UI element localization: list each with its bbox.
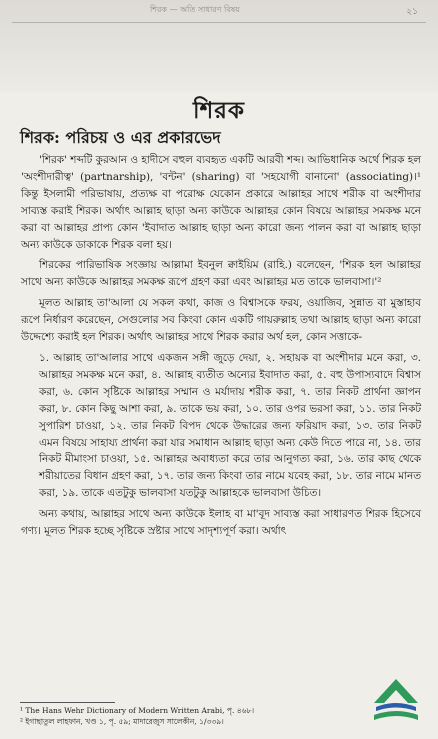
header-rule <box>12 22 426 23</box>
paragraph-definition: 'শিরক' শব্দটি কুরআন ও হাদীসে বহুল ব্যবহৃত একটি আরবী শব্দ। আভিধানিক অর্থে শিরক হল 'অংশীদারীত্ব' (partnarship), 'বন্টন' (sharing) বা 'সহযোগী বানানো' (associating)।¹ কিন্তু ইসলামী পরিভাষায়, প্রত্যক্ষ বা পরোক্ষ যেকোন প্রকারে আল্লাহর সাথে শরীক বা অংশীদার সাব্যস্ত করাই শিরক। অর্থাৎ আল্লাহ ছাড়া অন্য কাউকে আল্লাহর কোন বিষয়ে আল্লাহর সমকক্ষ মনে করা বা আল্লাহর প্রাপ্য কোন 'ইবাদাত আল্লাহ ছাড়া অন্য কারো জন্য পালন করা বা আল্লাহ ছাড়া অন্য কাউকে ডাকাকে শিরক বলা হয়। <box>21 154 421 251</box>
section-heading-rest: পরিচয় ও এর প্রকারভেদ <box>59 128 221 147</box>
previous-page-bleed <box>0 0 438 92</box>
chapter-title: শিরক <box>193 97 245 124</box>
section-heading <box>20 125 221 152</box>
paragraph-summary: অন্য কথায়, আল্লাহর সাথে অন্য কাউকে ইলাহ বা মা'বূদ সাব্যস্ত করা সাধারণত শিরক হিসেবে গণ্য। মূলত শিরক হচ্ছে সৃষ্টিকে স্রষ্টার সাথে সাদৃশ্যপূর্ণ করা। অর্থাৎ <box>21 508 421 538</box>
footnote-2: ² ইগাছাতুল লাহফান, খণ্ড ১, পৃ. ৫৯; মাদারেজুস সালেকীন, ১/৩৩৯। <box>20 717 224 726</box>
page-number: ২১ <box>406 7 418 17</box>
publisher-logo-icon <box>366 677 426 725</box>
footnotes <box>20 705 330 727</box>
running-head: শিরক — অতি সাধারণ বিষয় <box>150 5 240 14</box>
paragraph-meaning: মূলত আল্লাহ তা'আলা যে সকল কথা, কাজ ও বিশ্বাসকে ফরয, ওয়াজিব, সুন্নাত বা মুস্তাহাব রূপে নির্ধারণ করেছেন, সেগুলোর সব কিংবা কোন একটি গায়রুল্লাহ তথা আল্লাহ ছাড়া অন্য কারো উদ্দেশ্যে করাই হল শিরক। অর্থাৎ আল্লাহর সাথে শিরক করার অর্থ হল, কোন সত্তাকে- <box>21 297 421 344</box>
body-text <box>21 152 421 544</box>
section-heading-term: শিরক: <box>20 128 60 147</box>
footnote-1: ¹ The Hans Wehr Dictionary of Modern Written Arabi, পৃ. ৪৬৮। <box>20 706 255 715</box>
paragraph-ibn-qayyim-quote: শিরকের পারিভাষিক সংজ্ঞায় আল্লামা ইবনুল ক্বাইয়িম (রাহি.) বলেছেন, 'শিরক হল আল্লাহর সাথে অন্য কাউকে আল্লাহর সমকক্ষ রূপে গ্রহণ করা এবং আল্লাহর মত তাকে ভালবাসা।'² <box>21 259 421 289</box>
paragraph-numbered-list: ১. আল্লাহ তা'আলার সাথে একজন সঙ্গী জুড়ে দেয়া, ২. সহায়ক বা অংশীদার মনে করা, ৩. আল্লাহর সমকক্ষ মনে করা, ৪. আল্লাহ ব্যতীত অন্যের ইবাদাত করা, ৫. বহু উপাস্যবাদে বিশ্বাস করা, ৬. কোন সৃষ্টিকে আল্লাহর সম্মান ও মর্যাদায় শরীক করা, ৭. তার নিকট প্রার্থনা জ্ঞাপন করা, ৮. কোন কিছু আশা করা, ৯. তাকে ভয় করা, ১০. তার ওপর ভরসা করা, ১১. তার নিকট সুপারিশ চাওয়া, ১২. তার নিকট বিপদ থেকে উদ্ধারের জন্য ফরিয়াদ করা, ১৩. তার নিকট এমন বিষয়ে সাহায্য প্রার্থনা করা যার সমাধান আল্লাহ ছাড়া অন্য কেউ দিতে পারে না, ১৪. তার নিকট মীমাংসা চাওয়া, ১৫. আল্লাহর অবাধ্যতা করে তার আনুগত্য করা, ১৬. তার কাছ থেকে শরীয়াতের বিধান গ্রহণ করা, ১৭. তার জন্য কিংবা তার নামে যবেহ করা, ১৮. তার নামে মানত করা, ১৯. তাকে এতটুকু ভালবাসা যতটুকু আল্লাহকে ভালবাসা উচিত। <box>39 351 421 500</box>
footnote-rule <box>20 702 115 703</box>
